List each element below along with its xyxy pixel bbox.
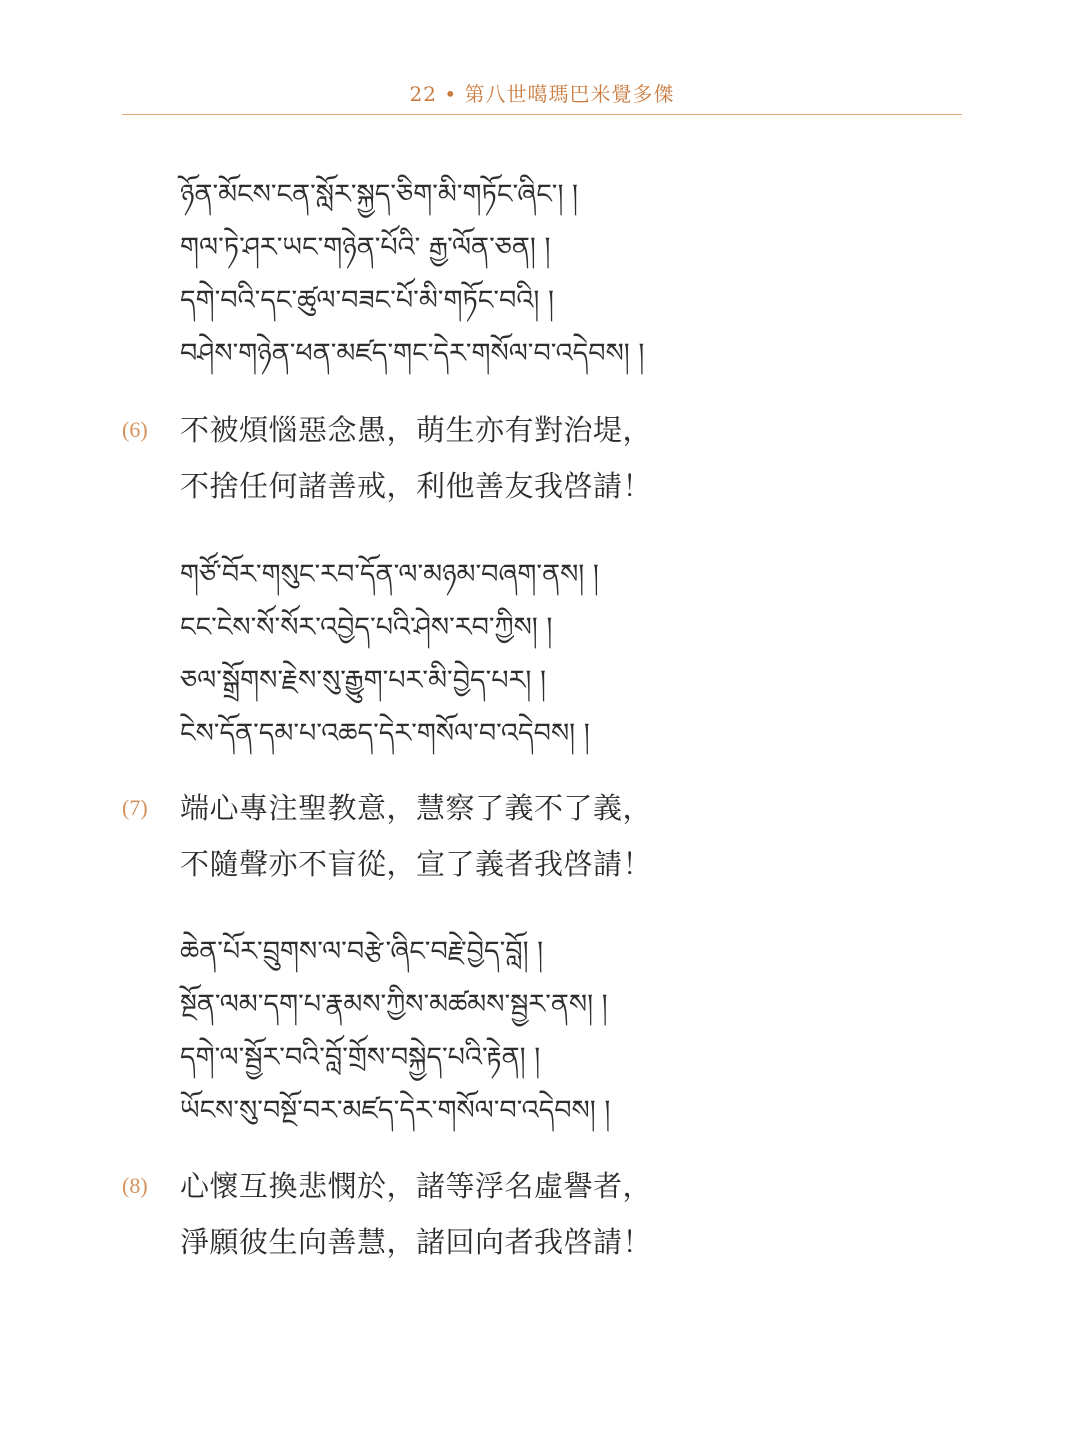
running-head: 22 • 第八世噶瑪巴米覺多傑 — [409, 82, 675, 106]
tibetan-line: གལ་ཏེ་ཤར་ཡང་གཉེན་པོའི་ རྒྱ་ལོན་ཅན། ། — [180, 232, 551, 263]
tibetan-line: དགེ་ལ་སྦྱོར་བའི་བློ་གྲོས་བསྐྱེད་པའི་རྟེན། ། — [180, 1042, 541, 1073]
tibetan-verse-block-1 — [180, 168, 644, 380]
tibetan-line: གཙོ་བོར་གསུང་རབ་དོན་ལ་མཉམ་བཞག་ནས། ། — [180, 559, 599, 590]
verse-number: (6) — [122, 417, 148, 442]
tibetan-line: ངང་ངེས་སོ་སོར་འབྱེད་པའི་ཤེས་རབ་ཀྱིས། ། — [180, 612, 553, 643]
verse-lines — [180, 1158, 652, 1270]
tibetan-line: དགེ་བའི་དང་ཚུལ་བཟང་པོ་མི་གཏོང་བའི། ། — [180, 285, 554, 316]
verse-number: (7) — [122, 795, 148, 820]
tibetan-line: བཤེས་གཉེན་ཕན་མཛད་གང་དེར་གསོལ་བ་འདེབས། ། — [180, 338, 645, 369]
verse-lines — [180, 780, 652, 892]
tibetan-line: སྔོན་ལམ་དག་པ་རྣམས་ཀྱིས་མཚམས་སྦྱར་ནས། ། — [180, 989, 608, 1020]
verse-number: (8) — [122, 1173, 148, 1198]
tibetan-line: ཅལ་སྒྲོགས་རྗེས་སུ་རྒྱུག་པར་མི་བྱེད་པར། ། — [180, 665, 547, 696]
tibetan-line: ཉོན་མོངས་ངན་སློར་སྐྱད་ཅིག་མི་གཏོང་ཞིང་། ། — [180, 179, 579, 210]
tibetan-line: ཆེན་པོར་བྲུགས་ལ་བརྩེ་ཞིང་བརྗེ་བྱེད་བློ། ། — [180, 936, 544, 967]
tibetan-line: ཡོངས་སུ་བསྔོ་བར་མཛད་དེར་གསོལ་བ་འདེབས། ། — [180, 1095, 611, 1126]
verse-lines — [180, 402, 652, 514]
verse-line: 端心專注聖教意，慧察了義不了義， — [180, 791, 653, 825]
tibetan-verse-block-3 — [180, 925, 610, 1137]
verse-line: 心懷互換悲憫於，諸等浮名虛譽者， — [180, 1169, 653, 1203]
verse-line: 不隨聲亦不盲從，宣了義者我啓請！ — [180, 847, 653, 881]
tibetan-verse-block-2 — [180, 548, 599, 760]
verse-line: 不被煩惱惡念愚，萌生亦有對治堤， — [180, 413, 653, 447]
page-header — [122, 0, 962, 115]
tibetan-line: ངེས་དོན་དམ་པ་འཆད་དེར་གསོལ་བ་འདེབས། ། — [180, 718, 590, 749]
verse-line: 淨願彼生向善慧，諸回向者我啓請！ — [180, 1225, 653, 1259]
verse-line: 不捨任何諸善戒，利他善友我啓請！ — [180, 469, 653, 503]
